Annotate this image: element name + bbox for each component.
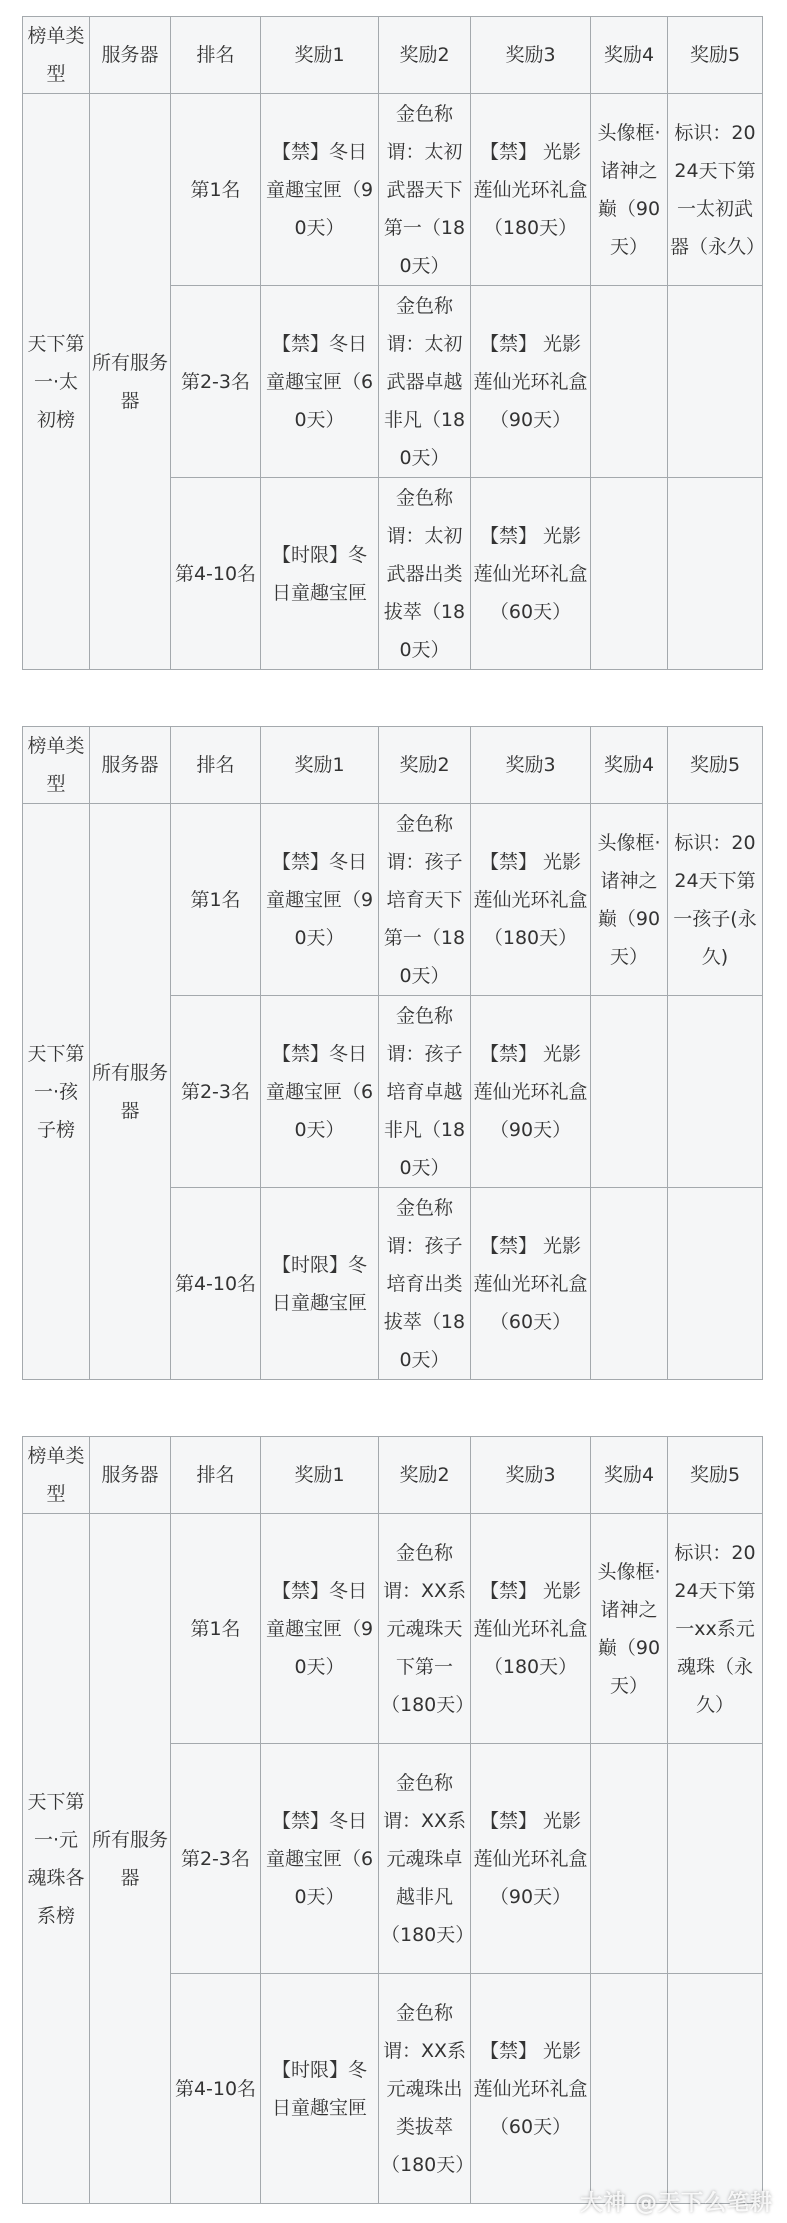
reward-3-cell: 【禁】 光影莲仙光环礼盒（90天）: [471, 286, 591, 478]
header-list-type: 榜单类型: [23, 17, 90, 94]
reward-2-cell: 金色称谓：孩子培育天下第一（180天）: [379, 804, 471, 996]
header-reward-3: 奖励3: [471, 727, 591, 804]
table-row: [23, 1514, 763, 1744]
reward-4-cell: [591, 478, 668, 670]
reward-2-cell: 金色称谓：孩子培育卓越非凡（180天）: [379, 996, 471, 1188]
header-reward-2: 奖励2: [379, 17, 471, 94]
reward-1-cell: 【禁】冬日童趣宝匣（90天）: [261, 1514, 379, 1744]
server-cell: 所有服务器: [90, 1514, 171, 2204]
reward-5-cell: [668, 1974, 763, 2204]
reward-3-cell: 【禁】 光影莲仙光环礼盒（180天）: [471, 804, 591, 996]
reward-5-cell: 标识：2024天下第一太初武器（永久）: [668, 94, 763, 286]
watermark: 大神 @天下么笔耕: [580, 2191, 773, 2216]
table-row: [23, 804, 763, 996]
reward-2-cell: 金色称谓：孩子培育出类拔萃（180天）: [379, 1188, 471, 1380]
reward-4-cell: 头像框·诸神之巅（90天）: [591, 94, 668, 286]
reward-table-child: [22, 726, 763, 1380]
reward-2-cell: 金色称谓：XX系元魂珠卓越非凡（180天）: [379, 1744, 471, 1974]
reward-3-cell: 【禁】 光影莲仙光环礼盒（60天）: [471, 1974, 591, 2204]
header-reward-5: 奖励5: [668, 17, 763, 94]
header-list-type: 榜单类型: [23, 1437, 90, 1514]
server-cell: 所有服务器: [90, 804, 171, 1380]
header-server: 服务器: [90, 17, 171, 94]
reward-5-cell: [668, 286, 763, 478]
reward-4-cell: 头像框·诸神之巅（90天）: [591, 1514, 668, 1744]
rank-cell: 第4-10名: [171, 1974, 261, 2204]
header-server: 服务器: [90, 727, 171, 804]
header-rank: 排名: [171, 17, 261, 94]
header-reward-1: 奖励1: [261, 17, 379, 94]
rank-cell: 第4-10名: [171, 1188, 261, 1380]
header-reward-1: 奖励1: [261, 727, 379, 804]
reward-2-cell: 金色称谓：XX系元魂珠天下第一（180天）: [379, 1514, 471, 1744]
header-reward-2: 奖励2: [379, 1437, 471, 1514]
reward-5-cell: [668, 478, 763, 670]
rank-cell: 第2-3名: [171, 996, 261, 1188]
reward-1-cell: 【禁】冬日童趣宝匣（90天）: [261, 804, 379, 996]
reward-5-cell: [668, 1744, 763, 1974]
reward-4-cell: [591, 286, 668, 478]
list-type-cell: 天下第一·孩子榜: [23, 804, 90, 1380]
reward-1-cell: 【禁】冬日童趣宝匣（60天）: [261, 286, 379, 478]
list-type-cell: 天下第一·元魂珠各系榜: [23, 1514, 90, 2204]
table-row: [23, 94, 763, 286]
reward-2-cell: 金色称谓：太初武器卓越非凡（180天）: [379, 286, 471, 478]
reward-3-cell: 【禁】 光影莲仙光环礼盒（90天）: [471, 996, 591, 1188]
header-rank: 排名: [171, 727, 261, 804]
rank-cell: 第2-3名: [171, 1744, 261, 1974]
server-cell: 所有服务器: [90, 94, 171, 670]
header-rank: 排名: [171, 1437, 261, 1514]
rank-cell: 第4-10名: [171, 478, 261, 670]
reward-4-cell: [591, 1744, 668, 1974]
reward-3-cell: 【禁】 光影莲仙光环礼盒（180天）: [471, 1514, 591, 1744]
header-server: 服务器: [90, 1437, 171, 1514]
header-reward-5: 奖励5: [668, 727, 763, 804]
rank-cell: 第1名: [171, 1514, 261, 1744]
rank-cell: 第1名: [171, 804, 261, 996]
header-reward-2: 奖励2: [379, 727, 471, 804]
header-reward-3: 奖励3: [471, 1437, 591, 1514]
reward-3-cell: 【禁】 光影莲仙光环礼盒（90天）: [471, 1744, 591, 1974]
reward-5-cell: 标识：2024天下第一xx系元魂珠（永久）: [668, 1514, 763, 1744]
header-reward-1: 奖励1: [261, 1437, 379, 1514]
reward-5-cell: [668, 996, 763, 1188]
header-reward-3: 奖励3: [471, 17, 591, 94]
header-reward-4: 奖励4: [591, 1437, 668, 1514]
reward-4-cell: 头像框·诸神之巅（90天）: [591, 804, 668, 996]
table-header-row: [23, 727, 763, 804]
reward-1-cell: 【时限】冬日童趣宝匣: [261, 1188, 379, 1380]
reward-5-cell: [668, 1188, 763, 1380]
reward-3-cell: 【禁】 光影莲仙光环礼盒（60天）: [471, 1188, 591, 1380]
list-type-cell: 天下第一·太初榜: [23, 94, 90, 670]
reward-4-cell: [591, 1188, 668, 1380]
rank-cell: 第2-3名: [171, 286, 261, 478]
reward-1-cell: 【时限】冬日童趣宝匣: [261, 478, 379, 670]
reward-4-cell: [591, 1974, 668, 2204]
header-reward-5: 奖励5: [668, 1437, 763, 1514]
header-reward-4: 奖励4: [591, 17, 668, 94]
reward-1-cell: 【禁】冬日童趣宝匣（60天）: [261, 996, 379, 1188]
reward-1-cell: 【禁】冬日童趣宝匣（90天）: [261, 94, 379, 286]
header-reward-4: 奖励4: [591, 727, 668, 804]
reward-table-soul-orb: [22, 1436, 763, 2204]
reward-3-cell: 【禁】 光影莲仙光环礼盒（60天）: [471, 478, 591, 670]
table-header-row: [23, 1437, 763, 1514]
table-header-row: [23, 17, 763, 94]
header-list-type: 榜单类型: [23, 727, 90, 804]
reward-2-cell: 金色称谓：太初武器出类拔萃（180天）: [379, 478, 471, 670]
reward-1-cell: 【时限】冬日童趣宝匣: [261, 1974, 379, 2204]
reward-table-taichu: [22, 16, 766, 670]
reward-5-cell: 标识：2024天下第一孩子(永久): [668, 804, 763, 996]
rank-cell: 第1名: [171, 94, 261, 286]
reward-2-cell: 金色称谓：太初武器天下第一（180天）: [379, 94, 471, 286]
reward-2-cell: 金色称谓：XX系元魂珠出类拔萃（180天）: [379, 1974, 471, 2204]
reward-4-cell: [591, 996, 668, 1188]
reward-3-cell: 【禁】 光影莲仙光环礼盒（180天）: [471, 94, 591, 286]
reward-1-cell: 【禁】冬日童趣宝匣（60天）: [261, 1744, 379, 1974]
